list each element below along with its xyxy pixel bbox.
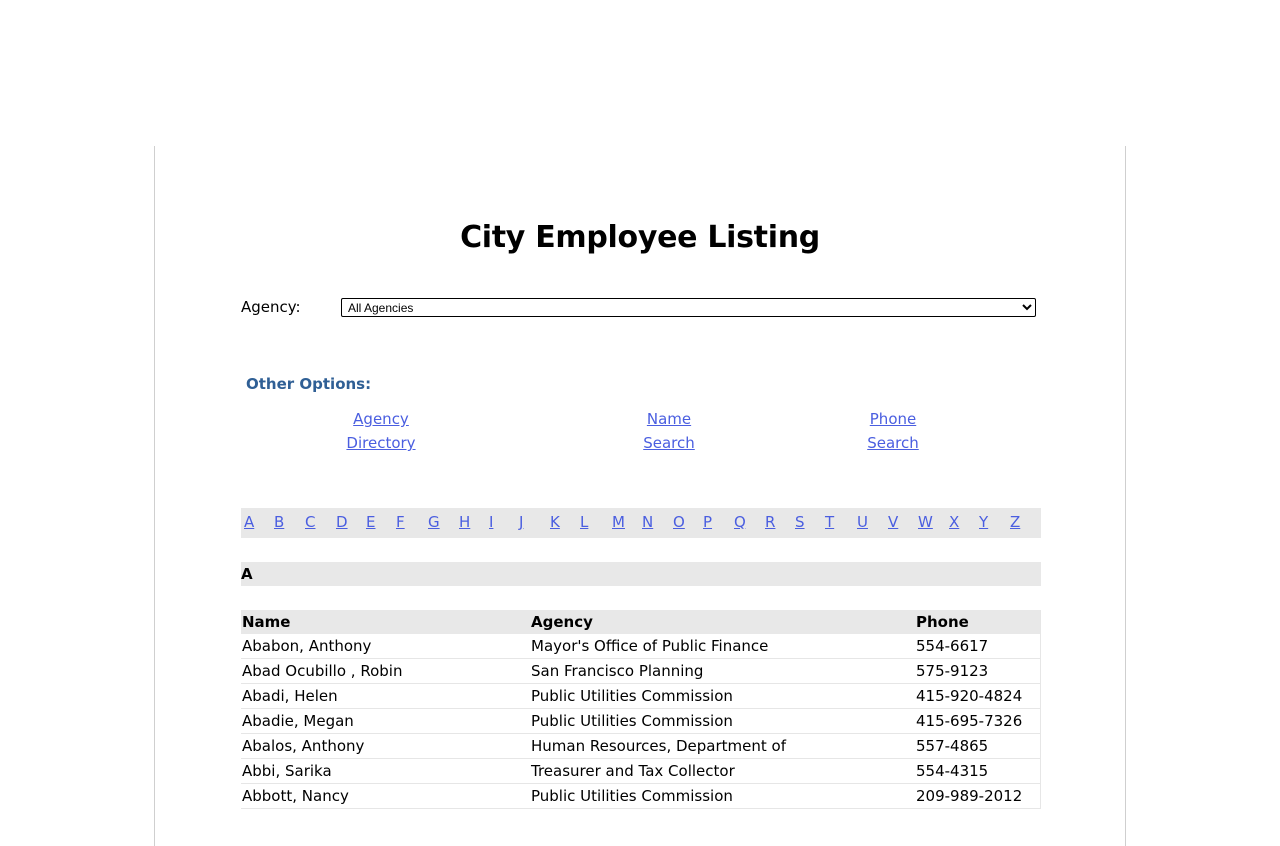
employee-table bbox=[241, 610, 1041, 809]
table-header-row bbox=[241, 610, 1041, 634]
alpha-link-v[interactable]: V bbox=[888, 513, 899, 531]
cell-phone: 209-989-2012 bbox=[915, 784, 1041, 809]
alpha-link-o[interactable]: O bbox=[673, 513, 685, 531]
cell-agency: Public Utilities Commission bbox=[530, 784, 915, 809]
table-row bbox=[241, 709, 1041, 734]
table-row bbox=[241, 784, 1041, 809]
section-header: A bbox=[241, 562, 1041, 586]
alpha-link-s[interactable]: S bbox=[795, 513, 805, 531]
agency-select[interactable] bbox=[341, 298, 1036, 317]
phone-search-line1: Phone bbox=[869, 410, 917, 428]
page-title: City Employee Listing bbox=[460, 220, 820, 255]
alpha-link-f[interactable]: F bbox=[396, 513, 405, 531]
name-search-line1: Name bbox=[646, 410, 692, 428]
alpha-link-z[interactable]: Z bbox=[1010, 513, 1021, 531]
other-options-label: Other Options: bbox=[246, 375, 372, 393]
alpha-link-n[interactable]: N bbox=[642, 513, 654, 531]
phone-search-line2: Search bbox=[867, 434, 919, 452]
cell-name: Abad Ocubillo , Robin bbox=[241, 659, 530, 684]
alpha-link-e[interactable]: E bbox=[366, 513, 376, 531]
alpha-link-q[interactable]: Q bbox=[734, 513, 746, 531]
alpha-link-g[interactable]: G bbox=[428, 513, 440, 531]
alpha-link-r[interactable]: R bbox=[765, 513, 776, 531]
table-row bbox=[241, 634, 1041, 659]
alpha-link-w[interactable]: W bbox=[918, 513, 933, 531]
agency-directory-link[interactable] bbox=[311, 407, 451, 455]
agency-directory-line1: Agency bbox=[353, 410, 409, 428]
cell-name: Abadi, Helen bbox=[241, 684, 530, 709]
cell-phone: 575-9123 bbox=[915, 659, 1041, 684]
cell-name: Abbi, Sarika bbox=[241, 759, 530, 784]
cell-name: Abbott, Nancy bbox=[241, 784, 530, 809]
alpha-link-u[interactable]: U bbox=[857, 513, 868, 531]
alpha-link-b[interactable]: B bbox=[274, 513, 285, 531]
alpha-link-m[interactable]: M bbox=[612, 513, 625, 531]
header-agency: Agency bbox=[530, 610, 915, 634]
agency-label: Agency: bbox=[241, 298, 301, 316]
cell-phone: 415-695-7326 bbox=[915, 709, 1041, 734]
alpha-link-d[interactable]: D bbox=[336, 513, 348, 531]
cell-phone: 415-920-4824 bbox=[915, 684, 1041, 709]
cell-agency: Human Resources, Department of bbox=[530, 734, 915, 759]
cell-agency: Mayor's Office of Public Finance bbox=[530, 634, 915, 659]
header-name: Name bbox=[241, 610, 530, 634]
alpha-link-l[interactable]: L bbox=[580, 513, 589, 531]
alpha-link-y[interactable]: Y bbox=[979, 513, 989, 531]
table-row bbox=[241, 659, 1041, 684]
table-body bbox=[241, 634, 1041, 809]
cell-phone: 554-6617 bbox=[915, 634, 1041, 659]
name-search-link[interactable] bbox=[599, 407, 739, 455]
alpha-link-i[interactable]: I bbox=[489, 513, 494, 531]
page-container bbox=[154, 146, 1126, 846]
alpha-link-h[interactable]: H bbox=[459, 513, 471, 531]
phone-search-link[interactable] bbox=[823, 407, 963, 455]
cell-name: Ababon, Anthony bbox=[241, 634, 530, 659]
alpha-link-j[interactable]: J bbox=[519, 513, 524, 531]
cell-phone: 554-4315 bbox=[915, 759, 1041, 784]
alpha-link-t[interactable]: T bbox=[825, 513, 835, 531]
name-search-line2: Search bbox=[643, 434, 695, 452]
agency-directory-line2: Directory bbox=[346, 434, 416, 452]
cell-agency: Public Utilities Commission bbox=[530, 684, 915, 709]
alpha-link-k[interactable]: K bbox=[550, 513, 560, 531]
alphabet-nav bbox=[241, 508, 1041, 538]
alpha-link-a[interactable]: A bbox=[244, 513, 255, 531]
table-row bbox=[241, 684, 1041, 709]
cell-agency: San Francisco Planning bbox=[530, 659, 915, 684]
alpha-link-x[interactable]: X bbox=[949, 513, 960, 531]
cell-name: Abadie, Megan bbox=[241, 709, 530, 734]
cell-agency: Public Utilities Commission bbox=[530, 709, 915, 734]
table-row bbox=[241, 734, 1041, 759]
alpha-link-p[interactable]: P bbox=[703, 513, 713, 531]
cell-phone: 557-4865 bbox=[915, 734, 1041, 759]
cell-name: Abalos, Anthony bbox=[241, 734, 530, 759]
cell-agency: Treasurer and Tax Collector bbox=[530, 759, 915, 784]
alpha-link-c[interactable]: C bbox=[305, 513, 316, 531]
header-phone: Phone bbox=[915, 610, 1041, 634]
table-row bbox=[241, 759, 1041, 784]
